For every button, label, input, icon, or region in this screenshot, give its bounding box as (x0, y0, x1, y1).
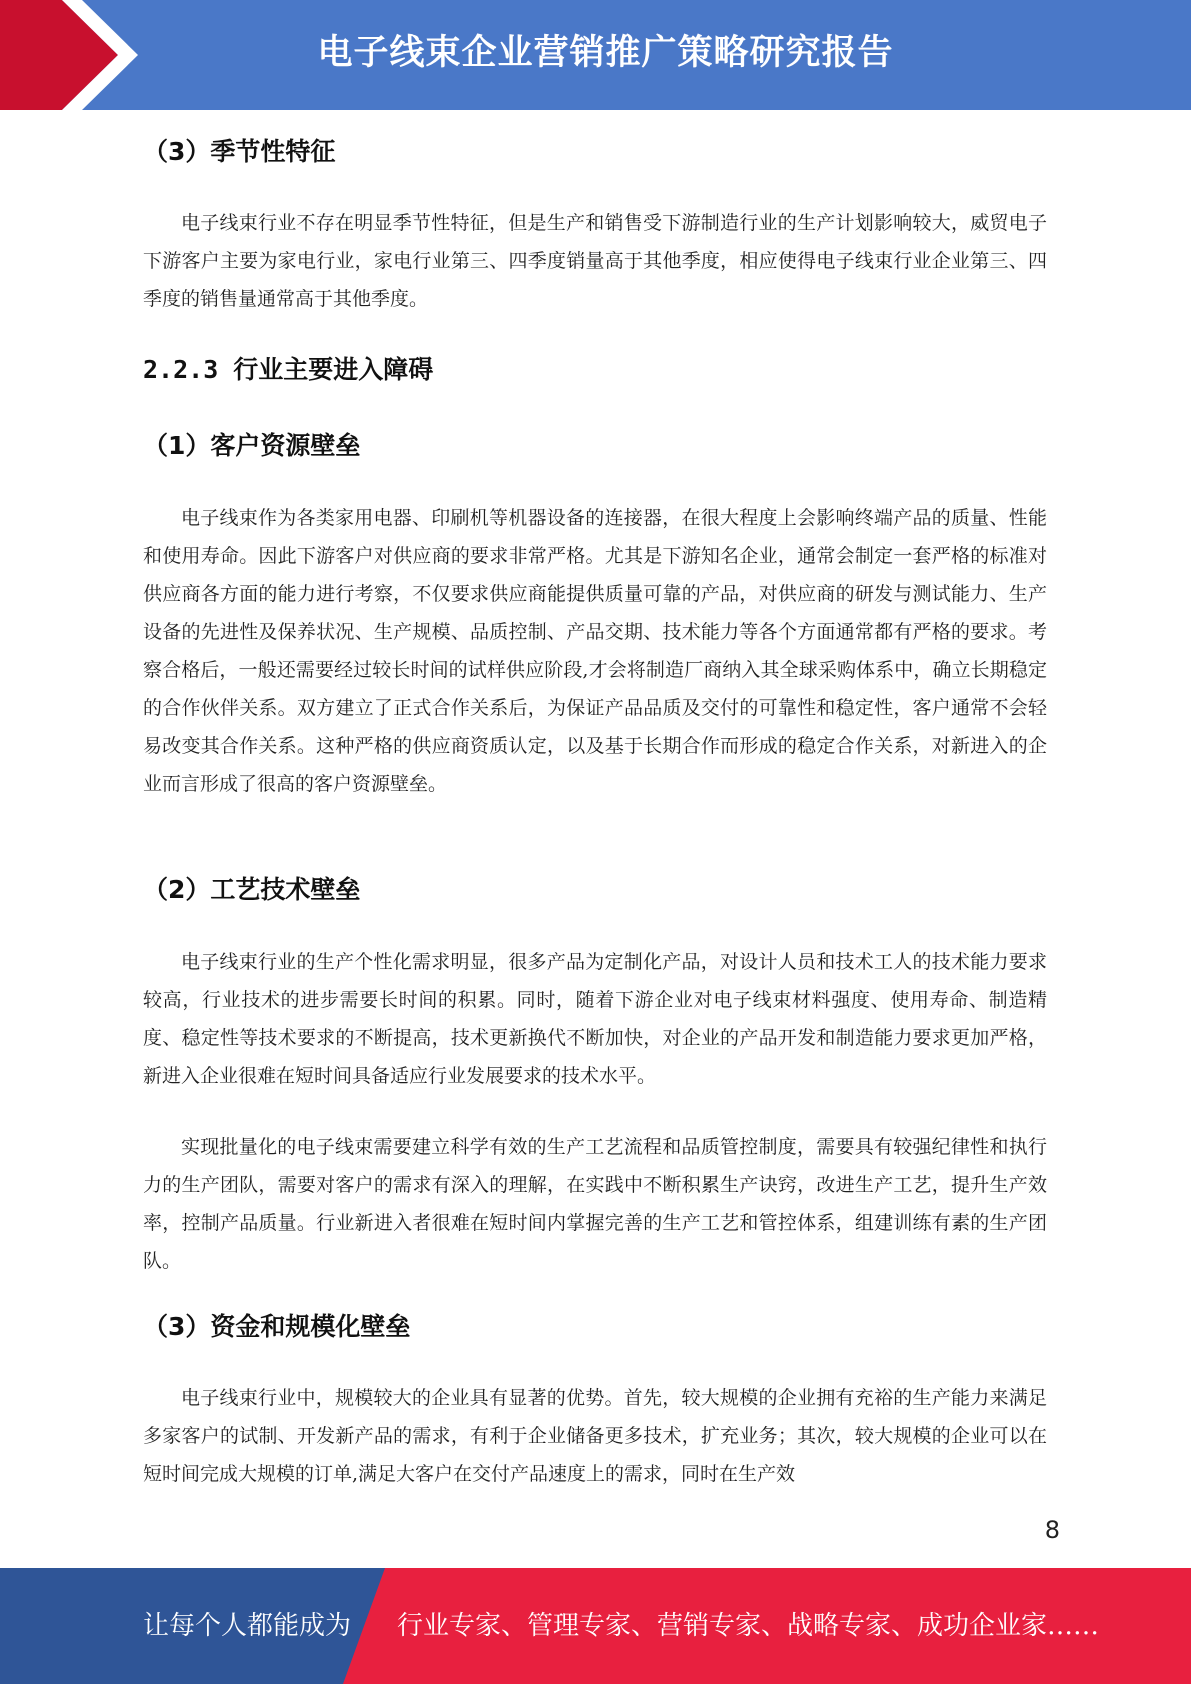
paragraph-technology-barrier-2: 实现批量化的电子线束需要建立科学有效的生产工艺流程和品质管控制度，需要具有较强纪律性和执行力的生产团队，需要对客户的需求有深入的理解，在实践中不断积累生产诀窍，改进生产工艺，提升生产效率，控制产品质量。行业新进入者很难在短时间内掌握完善的生产工艺和管控体系，组建训练有素的生产团队。 (143, 1136, 1047, 1272)
heading-capital-scale-barrier: （3）资金和规模化壁垒 (143, 1312, 411, 1341)
footer-slogan-right: 行业专家、管理专家、营销专家、战略专家、成功企业家…… (397, 1611, 1100, 1641)
paragraph-technology-barrier-1: 电子线束行业的生产个性化需求明显，很多产品为定制化产品，对设计人员和技术工人的技术能力要求较高，行业技术的进步需要长时间的积累。同时，随着下游企业对电子线束材料强度、使用寿命、制造精度、稳定性等技术要求的不断提高，技术更新换代不断加快，对企业的产品开发和制造能力要求更加严格，新进入企业很难在短时间具备适应行业发展要求的技术水平。 (143, 951, 1047, 1087)
heading-customer-barrier: （1）客户资源壁垒 (143, 431, 361, 460)
section-heading-entry-barriers: 2.2.3 行业主要进入障碍 (143, 355, 434, 384)
paragraph-customer-barrier: 电子线束作为各类家用电器、印刷机等机器设备的连接器，在很大程度上会影响终端产品的质量、性能和使用寿命。因此下游客户对供应商的要求非常严格。尤其是下游知名企业，通常会制定一套严格的标准对供应商各方面的能力进行考察，不仅要求供应商能提供质量可靠的产品，对供应商的研发与测试能力、生产设备的先进性及保养状况、生产规模、品质控制、产品交期、技术能力等各个方面通常都有严格的要求。考察合格后，一般还需要经过较长时间的试样供应阶段,才会将制造厂商纳入其全球采购体系中，确立长期稳定的合作伙伴关系。双方建立了正式合作关系后，为保证产品品质及交付的可靠性和稳定性，客户通常不会轻易改变其合作关系。这种严格的供应商资质认定，以及基于长期合作而形成的稳定合作关系，对新进入的企业而言形成了很高的客户资源壁垒。 (143, 507, 1047, 795)
footer-slogan-left: 让每个人都能成为 (143, 1611, 352, 1641)
page-number: 8 (1044, 1516, 1060, 1544)
page-footer (0, 1568, 1191, 1684)
paragraph-capital-scale-barrier: 电子线束行业中，规模较大的企业具有显著的优势。首先，较大规模的企业拥有充裕的生产能力来满足多家客户的试制、开发新产品的需求，有利于企业储备更多技术，扩充业务；其次，较大规模的企业可以在短时间完成大规模的订单,满足大客户在交付产品速度上的需求，同时在生产效 (143, 1387, 1047, 1485)
paragraph-seasonality: 电子线束行业不存在明显季节性特征，但是生产和销售受下游制造行业的生产计划影响较大，威贸电子下游客户主要为家电行业，家电行业第三、四季度销量高于其他季度，相应使得电子线束行业企业第三、四季度的销售量通常高于其他季度。 (143, 212, 1047, 310)
page-header (0, 0, 1191, 110)
report-title: 电子线束企业营销推广策略研究报告 (317, 33, 894, 73)
heading-technology-barrier: （2）工艺技术壁垒 (143, 875, 361, 904)
heading-seasonality: （3）季节性特征 (143, 137, 336, 166)
